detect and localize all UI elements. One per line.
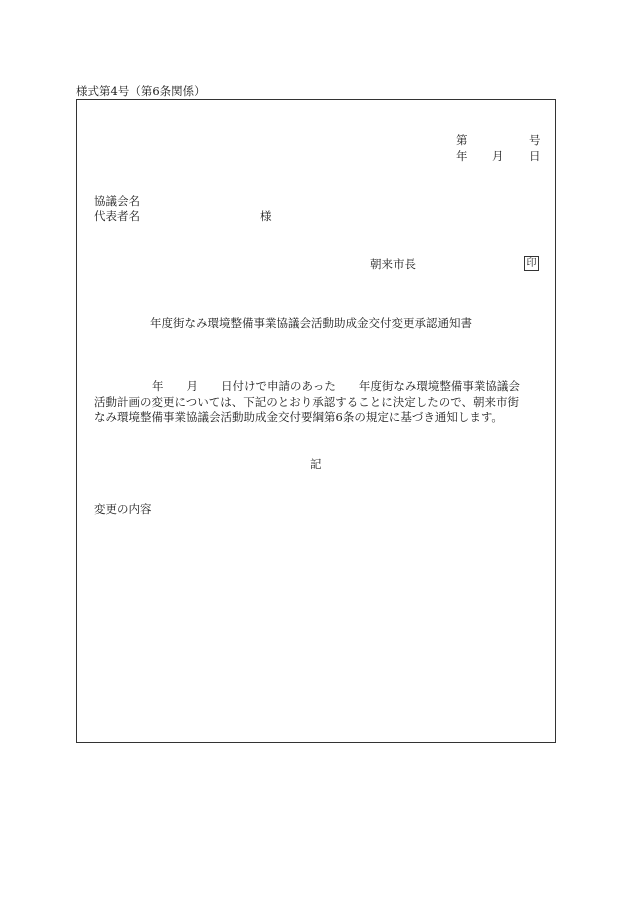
document-number-suffix: 号: [529, 133, 541, 147]
document-number-label: 第: [456, 133, 468, 147]
form-number: 様式第4号（第6条関係）: [76, 84, 206, 98]
date-day-label: 日: [529, 149, 541, 163]
body-text-line: なみ環境整備事業協議会活動助成金交付要綱第6条の規定に基づき通知します。: [94, 410, 503, 424]
date-year-label: 年: [456, 149, 468, 163]
council-name-label: 協議会名: [94, 194, 140, 208]
representative-name-label: 代表者名: [94, 209, 140, 223]
ki-heading: 記: [310, 457, 322, 471]
date-month-label: 月: [492, 149, 504, 163]
document-title: 年度街なみ環境整備事業協議会活動助成金交付変更承認通知書: [150, 316, 472, 330]
body-text-line: 活動計画の変更については、下記のとおり承認することに決定したので、朝来市街: [94, 395, 520, 409]
sender-title: 朝来市長: [370, 257, 416, 271]
changes-heading: 変更の内容: [94, 502, 152, 516]
body-text-line: 年 月 日付けで申請のあった 年度街なみ環境整備事業協議会: [152, 379, 520, 393]
seal-mark: 印: [524, 256, 539, 271]
honorific: 様: [260, 209, 272, 223]
